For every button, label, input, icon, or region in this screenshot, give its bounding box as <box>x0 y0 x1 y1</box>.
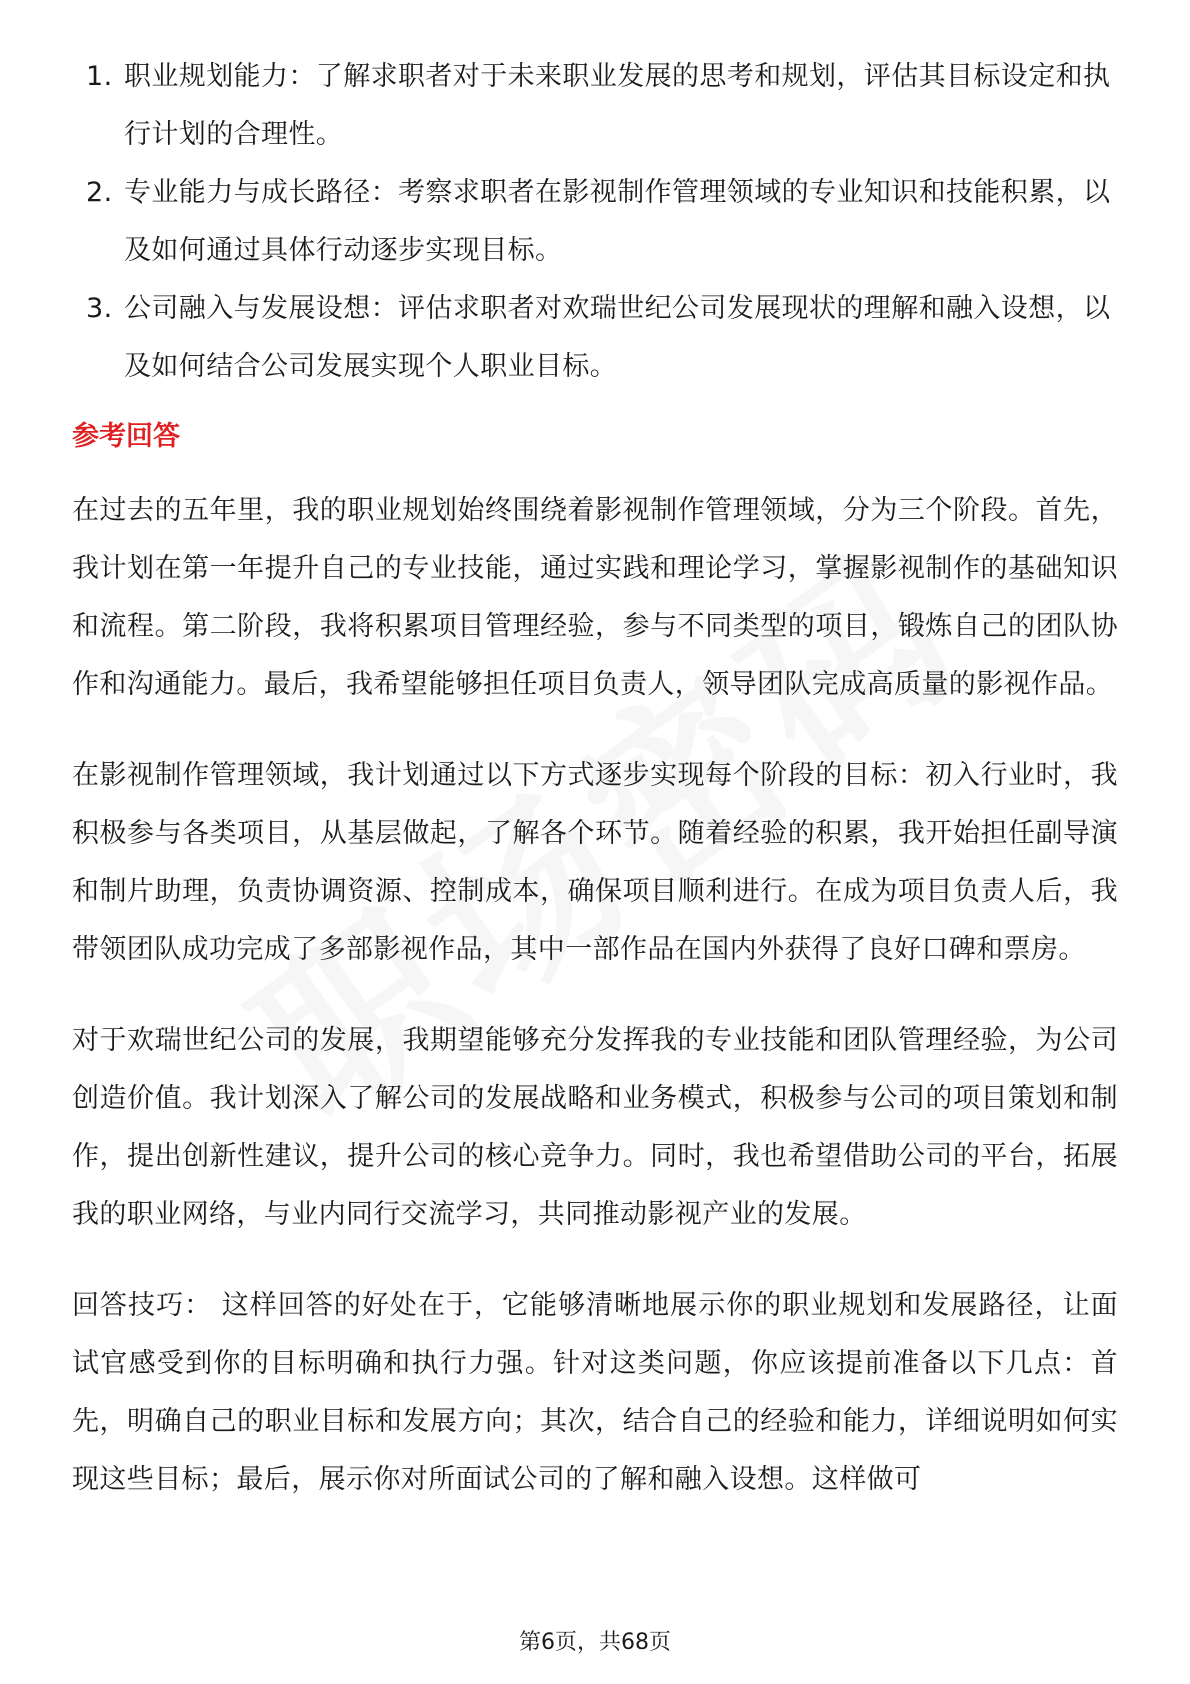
criteria-text: 职业规划能力：了解求职者对于未来职业发展的思考和规划，评估其目标设定和执行计划的合理性。 <box>124 61 1111 150</box>
reference-answer-heading: 参考回答 <box>72 421 180 452</box>
criteria-number: 3. <box>86 293 113 324</box>
criteria-number: 1. <box>86 61 113 92</box>
criteria-text: 专业能力与成长路径：考察求职者在影视制作管理领域的专业知识和技能积累，以及如何通过具体行动逐步实现目标。 <box>124 177 1111 266</box>
answer-tips-paragraph: 回答技巧： 这样回答的好处在于，它能够清晰地展示你的职业规划和发展路径，让面试官感受到你的目标明确和执行力强。针对这类问题，你应该提前准备以下几点：首先，明确自己的职业目标和发展方向；其次，结合自己的经验和能力，详细说明如何实现这些目标；最后，展示你对所面试公司的了解和融入设想。这样做可 <box>72 1290 1118 1495</box>
criteria-number: 2. <box>86 177 113 208</box>
criteria-item-2 <box>72 164 1118 280</box>
answer-paragraph-2: 在影视制作管理领域，我计划通过以下方式逐步实现每个阶段的目标：初入行业时，我积极参与各类项目，从基层做起，了解各个环节。随着经验的积累，我开始担任副导演和制片助理，负责协调资源、控制成本，确保项目顺利进行。在成为项目负责人后，我带领团队成功完成了多部影视作品，其中一部作品在国内外获得了良好口碑和票房。 <box>72 760 1118 965</box>
answer-paragraph-3: 对于欢瑞世纪公司的发展，我期望能够充分发挥我的专业技能和团队管理经验，为公司创造价值。我计划深入了解公司的发展战略和业务模式，积极参与公司的项目策划和制作，提出创新性建议，提升公司的核心竞争力。同时，我也希望借助公司的平台，拓展我的职业网络，与业内同行交流学习，共同推动影视产业的发展。 <box>72 1025 1118 1230</box>
criteria-item-3 <box>72 280 1118 396</box>
document-page <box>72 48 1118 1542</box>
criteria-text: 公司融入与发展设想：评估求职者对欢瑞世纪公司发展现状的理解和融入设想，以及如何结合公司发展实现个人职业目标。 <box>124 293 1111 382</box>
criteria-item-1 <box>72 48 1118 164</box>
page-number-footer: 第6页，共68页 <box>519 1630 671 1655</box>
answer-paragraph-1: 在过去的五年里，我的职业规划始终围绕着影视制作管理领域，分为三个阶段。首先，我计划在第一年提升自己的专业技能，通过实践和理论学习，掌握影视制作的基础知识和流程。第二阶段，我将积累项目管理经验，参与不同类型的项目，锻炼自己的团队协作和沟通能力。最后，我希望能够担任项目负责人，领导团队完成高质量的影视作品。 <box>72 495 1118 700</box>
criteria-list <box>72 48 1118 396</box>
